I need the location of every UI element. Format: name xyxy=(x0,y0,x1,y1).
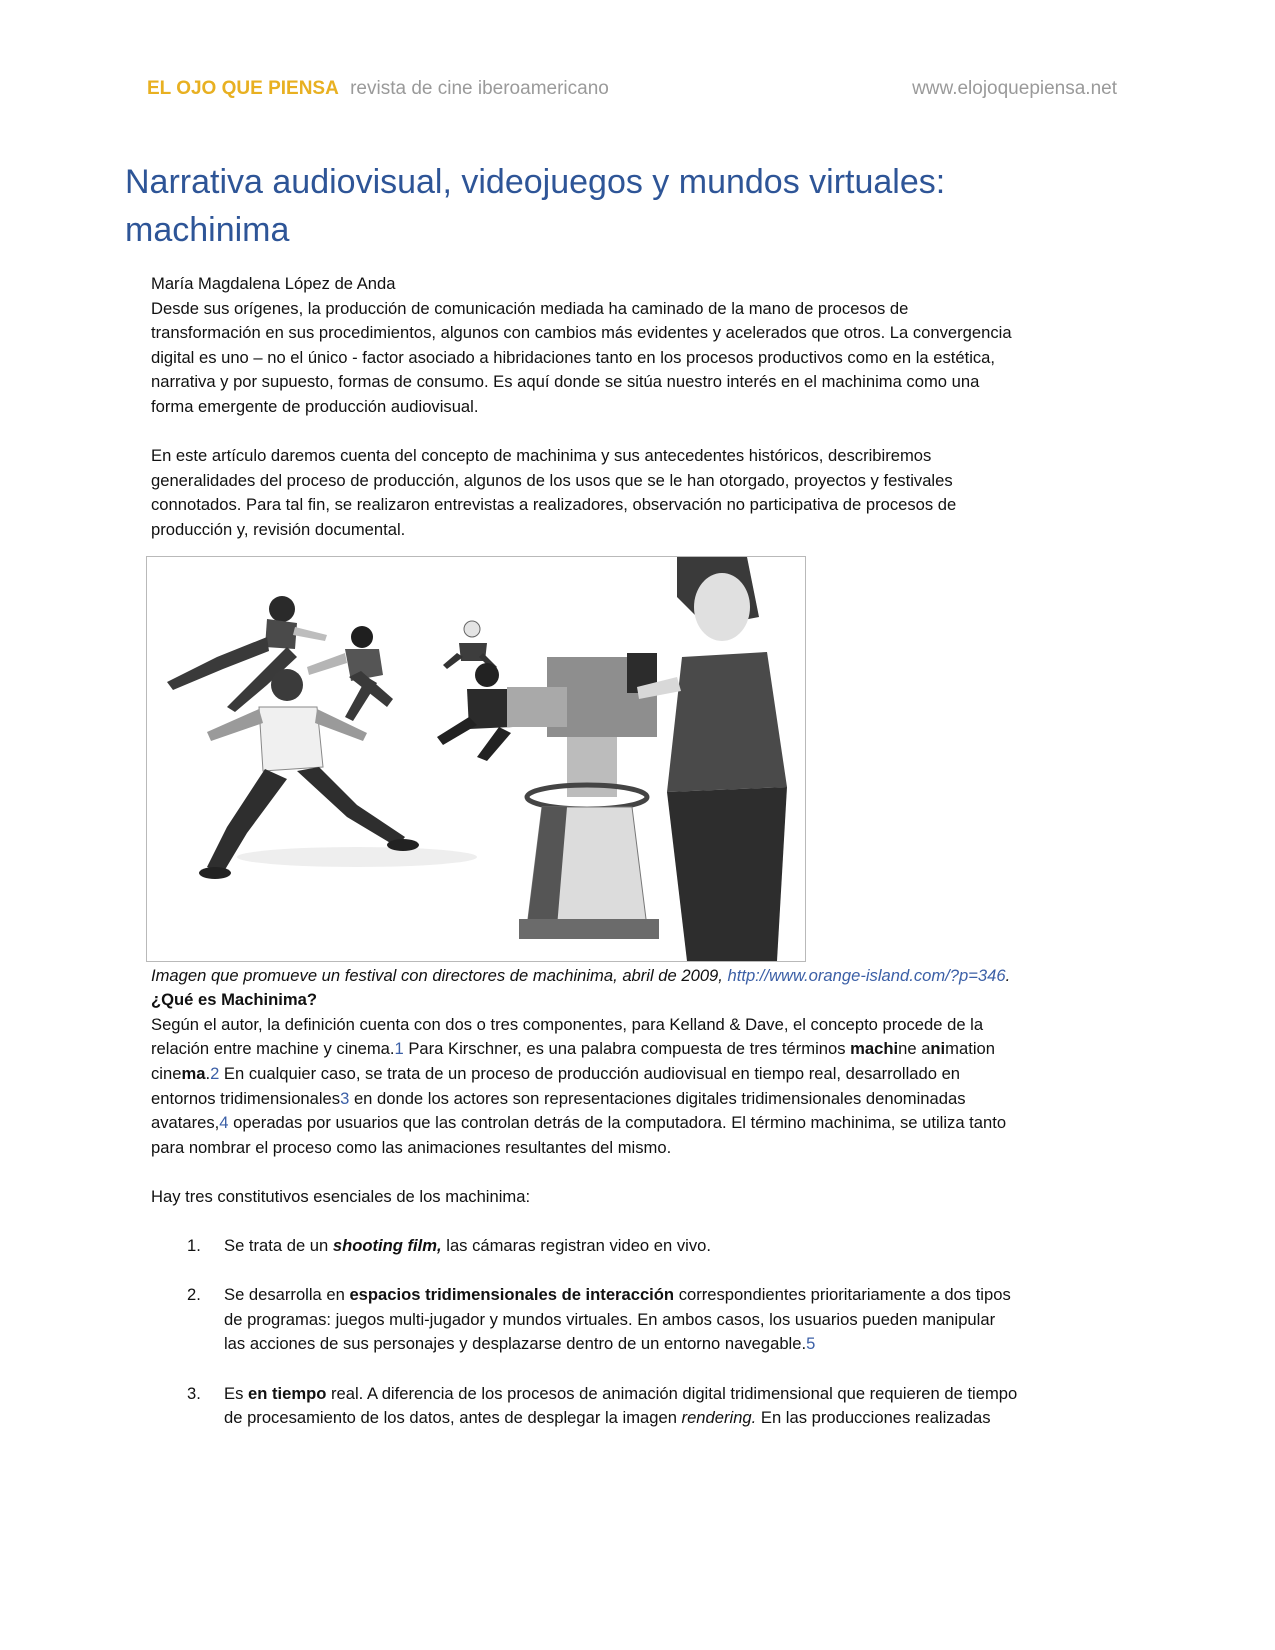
text-line: narrativa y por supuesto, formas de consumo. Es aquí donde se sitúa nuestro interés en el machinima como una xyxy=(151,372,980,392)
bold-span: ma xyxy=(181,1063,206,1083)
caption-end: . xyxy=(1005,965,1011,985)
text-span: Se desarrolla en xyxy=(224,1285,350,1305)
caption-link[interactable]: http://www.orange-island.com/?p=346 xyxy=(727,965,1006,985)
text-span: Para Kirschner, es una palabra compuesta de tres términos xyxy=(403,1039,851,1059)
text-span: Se trata de un xyxy=(224,1236,333,1256)
list-number: 1. xyxy=(187,1236,201,1256)
page-header xyxy=(147,76,1117,102)
text-span: avatares, xyxy=(151,1113,220,1133)
title-line-2: machinima xyxy=(125,211,290,249)
author-name: María Magdalena López de Anda xyxy=(151,274,396,293)
section-heading: ¿Qué es Machinima? xyxy=(151,990,317,1010)
list-number: 2. xyxy=(187,1285,201,1305)
text-span: En cualquier caso, se trata de un proceso de producción audiovisual en tiempo real, desarrollado en xyxy=(219,1063,961,1083)
text-span: correspondientes prioritariamente a dos tipos xyxy=(674,1285,1011,1305)
text-span: En las producciones realizadas xyxy=(756,1408,991,1428)
text-span: relación entre machine y cinema. xyxy=(151,1039,395,1059)
text-span: mation xyxy=(945,1039,995,1059)
text-line xyxy=(151,1111,1127,1136)
footnote-ref-5[interactable]: 5 xyxy=(806,1334,816,1354)
text-span: ne a xyxy=(898,1039,931,1059)
text-line: Según el autor, la definición cuenta con dos o tres componentes, para Kelland & Dave, el concepto procede de la xyxy=(151,1014,984,1034)
list-lead: Hay tres constitutivos esenciales de los machinima: xyxy=(151,1186,531,1206)
list-number: 3. xyxy=(187,1383,201,1403)
list-item xyxy=(151,1283,1127,1357)
intro-paragraph xyxy=(151,297,1127,420)
text-line: En este artículo daremos cuenta del concepto de machinima y sus antecedentes históricos, describiremos xyxy=(151,446,932,466)
text-line: para nombrar el proceso como las animaciones resultantes del mismo. xyxy=(151,1137,672,1157)
text-span: operadas por usuarios que las controlan detrás de la computadora. El término machinima, se utiliza tanto xyxy=(228,1113,1007,1133)
text-span: cine xyxy=(151,1063,182,1083)
text-span: de procesamiento de los datos, antes de desplegar la imagen xyxy=(224,1408,682,1428)
text-span: de programas: juegos multi-jugador y mundos virtuales. En ambos casos, los usuarios pueden manipular xyxy=(224,1309,996,1329)
footnote-ref-3[interactable]: 3 xyxy=(340,1088,350,1108)
scope-paragraph xyxy=(151,444,1127,542)
footnote-ref-1[interactable]: 1 xyxy=(394,1039,404,1059)
text-line: forma emergente de producción audiovisual. xyxy=(151,396,479,416)
list-item xyxy=(151,1382,1127,1431)
text-line xyxy=(151,1087,1127,1112)
machinima-illustration xyxy=(147,557,805,961)
text-line xyxy=(151,1062,1127,1087)
text-line: producción y, revisión documental. xyxy=(151,519,406,539)
text-line: Desde sus orígenes, la producción de comunicación mediada ha caminado de la mano de procesos de xyxy=(151,298,909,318)
footnote-ref-2[interactable]: 2 xyxy=(210,1063,220,1083)
text-span: en donde los actores son representaciones digitales tridimensionales denominadas xyxy=(349,1088,966,1108)
list-item xyxy=(151,1234,1127,1259)
italic-span: rendering. xyxy=(681,1408,757,1428)
magazine-brand: EL OJO QUE PIENSA xyxy=(147,78,339,99)
text-span: real. A diferencia de los procesos de animación digital tridimensional que requieren de tiempo xyxy=(326,1383,1018,1403)
website-url[interactable]: www.elojoquepiensa.net xyxy=(912,78,1117,99)
caption-text: Imagen que promueve un festival con directores de machinima, abril de 2009, xyxy=(151,965,728,985)
text-span: entornos tridimensionales xyxy=(151,1088,341,1108)
bold-span: en tiempo xyxy=(247,1383,327,1403)
article-body xyxy=(151,272,1127,1431)
bold-span: espacios tridimensionales de interacción xyxy=(349,1285,675,1305)
text-line: connotados. Para tal fin, se realizaron entrevistas a realizadores, observación no participativa de procesos de xyxy=(151,495,957,515)
festival-image xyxy=(146,556,806,962)
text-line: digital es uno – no el único - factor asociado a hibridaciones tanto en los procesos productivos como en la estética, xyxy=(151,347,996,367)
text-span: Es xyxy=(224,1383,248,1403)
article-title xyxy=(125,158,1125,254)
text-span: las acciones de sus personajes y desplazarse dentro de un entorno navegable. xyxy=(224,1334,807,1354)
text-span: las cámaras registran video en vivo. xyxy=(441,1236,711,1256)
bold-span: ni xyxy=(930,1039,946,1059)
magazine-tagline: revista de cine iberoamericano xyxy=(350,78,609,99)
figure-caption xyxy=(151,964,1127,989)
text-line: transformación en sus procedimientos, algunos con cambios más evidentes y acelerados que otros. La convergencia xyxy=(151,323,1012,343)
footnote-ref-4[interactable]: 4 xyxy=(219,1113,229,1133)
text-line xyxy=(151,1037,1127,1062)
title-line-1: Narrativa audiovisual, videojuegos y mundos virtuales: xyxy=(125,163,946,201)
text-line: generalidades del proceso de producción, algunos de los usos que se le han otorgado, proyectos y festivales xyxy=(151,470,953,490)
definition-paragraph xyxy=(151,1013,1127,1161)
bold-span: machi xyxy=(850,1039,899,1059)
text-span: . xyxy=(205,1063,211,1083)
bold-italic-span: shooting film, xyxy=(332,1236,442,1256)
constituents-list xyxy=(151,1234,1127,1431)
